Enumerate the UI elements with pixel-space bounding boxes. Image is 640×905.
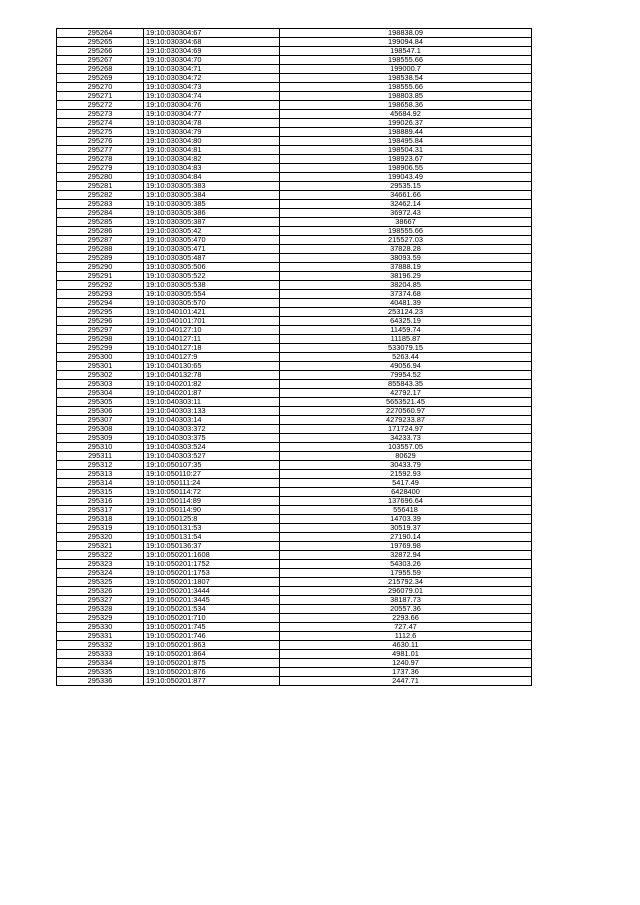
row-number-cell: 295299 [57, 344, 144, 353]
table-row [57, 110, 532, 119]
table-row [57, 551, 532, 560]
value-cell: 4279233.87 [280, 416, 532, 425]
table-row [57, 533, 532, 542]
row-number-cell: 295327 [57, 596, 144, 605]
table-row [57, 470, 532, 479]
table-row [57, 92, 532, 101]
table-row [57, 407, 532, 416]
value-cell: 30433.79 [280, 461, 532, 470]
table-row [57, 29, 532, 38]
value-cell: 5653521.45 [280, 398, 532, 407]
document-sheet [56, 28, 532, 686]
row-number-cell: 295277 [57, 146, 144, 155]
value-cell: 103557.05 [280, 443, 532, 452]
value-cell: 49056.94 [280, 362, 532, 371]
cadastral-number-cell: 19:10:030305:387 [144, 218, 280, 227]
value-cell: 198547.1 [280, 47, 532, 56]
cadastral-number-cell: 19:10:030304:74 [144, 92, 280, 101]
row-number-cell: 295311 [57, 452, 144, 461]
row-number-cell: 295297 [57, 326, 144, 335]
cadastral-number-cell: 19:10:040303:375 [144, 434, 280, 443]
table-row [57, 227, 532, 236]
table-row [57, 389, 532, 398]
table-row [57, 641, 532, 650]
cadastral-number-cell: 19:10:040303:524 [144, 443, 280, 452]
value-cell: 54303.26 [280, 560, 532, 569]
cadastral-number-cell: 19:10:030305:383 [144, 182, 280, 191]
table-row [57, 317, 532, 326]
table-row [57, 119, 532, 128]
row-number-cell: 295288 [57, 245, 144, 254]
row-number-cell: 295278 [57, 155, 144, 164]
cadastral-number-cell: 19:10:040303:11 [144, 398, 280, 407]
table-row [57, 443, 532, 452]
row-number-cell: 295335 [57, 668, 144, 677]
cadastral-number-cell: 19:10:050110:27 [144, 470, 280, 479]
table-row [57, 353, 532, 362]
value-cell: 17955.59 [280, 569, 532, 578]
table-row [57, 101, 532, 110]
row-number-cell: 295329 [57, 614, 144, 623]
table-row [57, 542, 532, 551]
cadastral-number-cell: 19:10:030305:554 [144, 290, 280, 299]
cadastral-number-cell: 19:10:030305:384 [144, 191, 280, 200]
table-row [57, 200, 532, 209]
value-cell: 727.47 [280, 623, 532, 632]
table-row [57, 146, 532, 155]
cadastral-number-cell: 19:10:040132:78 [144, 371, 280, 380]
row-number-cell: 295319 [57, 524, 144, 533]
value-cell: 11185.87 [280, 335, 532, 344]
row-number-cell: 295336 [57, 677, 144, 686]
row-number-cell: 295286 [57, 227, 144, 236]
cadastral-number-cell: 19:10:040127:10 [144, 326, 280, 335]
value-cell: 5263.44 [280, 353, 532, 362]
cadastral-number-cell: 19:10:050131:53 [144, 524, 280, 533]
value-cell: 199000.7 [280, 65, 532, 74]
row-number-cell: 295282 [57, 191, 144, 200]
value-cell: 29535.15 [280, 182, 532, 191]
row-number-cell: 295266 [57, 47, 144, 56]
value-cell: 14703.39 [280, 515, 532, 524]
row-number-cell: 295332 [57, 641, 144, 650]
value-cell: 1737.36 [280, 668, 532, 677]
cadastral-number-cell: 19:10:050201:534 [144, 605, 280, 614]
cadastral-number-cell: 19:10:050201:710 [144, 614, 280, 623]
table-row [57, 569, 532, 578]
row-number-cell: 295289 [57, 254, 144, 263]
table-row [57, 587, 532, 596]
cadastral-number-cell: 19:10:050201:745 [144, 623, 280, 632]
cadastral-number-cell: 19:10:030304:84 [144, 173, 280, 182]
table-row [57, 434, 532, 443]
value-cell: 215527.03 [280, 236, 532, 245]
value-cell: 38187.73 [280, 596, 532, 605]
table-row [57, 245, 532, 254]
row-number-cell: 295315 [57, 488, 144, 497]
value-cell: 38196.29 [280, 272, 532, 281]
row-number-cell: 295328 [57, 605, 144, 614]
table-row [57, 605, 532, 614]
table-row [57, 209, 532, 218]
table-row [57, 218, 532, 227]
cadastral-number-cell: 19:10:040101:701 [144, 317, 280, 326]
cadastral-number-cell: 19:10:050201:1752 [144, 560, 280, 569]
cadastral-number-cell: 19:10:050125:8 [144, 515, 280, 524]
cadastral-number-cell: 19:10:050136:37 [144, 542, 280, 551]
row-number-cell: 295317 [57, 506, 144, 515]
cadastral-number-cell: 19:10:030305:42 [144, 227, 280, 236]
row-number-cell: 295305 [57, 398, 144, 407]
value-cell: 198555.66 [280, 83, 532, 92]
row-number-cell: 295270 [57, 83, 144, 92]
value-cell: 137696.64 [280, 497, 532, 506]
value-cell: 198803.85 [280, 92, 532, 101]
table-row [57, 515, 532, 524]
row-number-cell: 295314 [57, 479, 144, 488]
value-cell: 2293.66 [280, 614, 532, 623]
value-cell: 37888.19 [280, 263, 532, 272]
row-number-cell: 295333 [57, 650, 144, 659]
value-cell: 21592.93 [280, 470, 532, 479]
value-cell: 64325.19 [280, 317, 532, 326]
table-row [57, 425, 532, 434]
value-cell: 215792.34 [280, 578, 532, 587]
table-row [57, 38, 532, 47]
table-row [57, 506, 532, 515]
table-row [57, 254, 532, 263]
cadastral-number-cell: 19:10:040303:14 [144, 416, 280, 425]
table-row [57, 416, 532, 425]
row-number-cell: 295276 [57, 137, 144, 146]
value-cell: 198495.84 [280, 137, 532, 146]
cadastral-number-cell: 19:10:050201:1608 [144, 551, 280, 560]
cadastral-number-cell: 19:10:050114:89 [144, 497, 280, 506]
cadastral-number-cell: 19:10:050131:54 [144, 533, 280, 542]
table-row [57, 560, 532, 569]
value-cell: 855843.35 [280, 380, 532, 389]
table-body [57, 29, 532, 686]
row-number-cell: 295281 [57, 182, 144, 191]
table-row [57, 461, 532, 470]
cadastral-number-cell: 19:10:030305:522 [144, 272, 280, 281]
value-cell: 34661.66 [280, 191, 532, 200]
row-number-cell: 295310 [57, 443, 144, 452]
value-cell: 1112.6 [280, 632, 532, 641]
value-cell: 198889.44 [280, 128, 532, 137]
table-row [57, 677, 532, 686]
cadastral-number-cell: 19:10:050111:24 [144, 479, 280, 488]
row-number-cell: 295285 [57, 218, 144, 227]
value-cell: 32462.14 [280, 200, 532, 209]
value-cell: 198555.66 [280, 56, 532, 65]
table-row [57, 281, 532, 290]
cadastral-number-cell: 19:10:050201:877 [144, 677, 280, 686]
value-cell: 11459.74 [280, 326, 532, 335]
row-number-cell: 295313 [57, 470, 144, 479]
row-number-cell: 295325 [57, 578, 144, 587]
cadastral-number-cell: 19:10:030304:83 [144, 164, 280, 173]
cadastral-number-cell: 19:10:030305:570 [144, 299, 280, 308]
cadastral-number-cell: 19:10:050201:1753 [144, 569, 280, 578]
value-cell: 198906.55 [280, 164, 532, 173]
cadastral-number-cell: 19:10:030304:73 [144, 83, 280, 92]
value-cell: 34233.73 [280, 434, 532, 443]
row-number-cell: 295294 [57, 299, 144, 308]
cadastral-number-cell: 19:10:030304:79 [144, 128, 280, 137]
table-row [57, 578, 532, 587]
row-number-cell: 295322 [57, 551, 144, 560]
value-cell: 533079.15 [280, 344, 532, 353]
row-number-cell: 295293 [57, 290, 144, 299]
row-number-cell: 295271 [57, 92, 144, 101]
value-cell: 27190.14 [280, 533, 532, 542]
value-cell: 198923.67 [280, 155, 532, 164]
table-row [57, 65, 532, 74]
cadastral-number-cell: 19:10:040303:372 [144, 425, 280, 434]
row-number-cell: 295295 [57, 308, 144, 317]
row-number-cell: 295264 [57, 29, 144, 38]
row-number-cell: 295298 [57, 335, 144, 344]
cadastral-number-cell: 19:10:030305:386 [144, 209, 280, 218]
table-row [57, 452, 532, 461]
row-number-cell: 295303 [57, 380, 144, 389]
value-cell: 40481.39 [280, 299, 532, 308]
cadastral-number-cell: 19:10:050201:1807 [144, 578, 280, 587]
row-number-cell: 295291 [57, 272, 144, 281]
table-row [57, 47, 532, 56]
cadastral-number-cell: 19:10:030304:68 [144, 38, 280, 47]
table-row [57, 326, 532, 335]
value-cell: 1240.97 [280, 659, 532, 668]
table-row [57, 173, 532, 182]
cadastral-number-cell: 19:10:050201:3445 [144, 596, 280, 605]
cadastral-number-cell: 19:10:030305:470 [144, 236, 280, 245]
row-number-cell: 295309 [57, 434, 144, 443]
value-cell: 198658.36 [280, 101, 532, 110]
cadastral-number-cell: 19:10:050114:90 [144, 506, 280, 515]
row-number-cell: 295287 [57, 236, 144, 245]
table-row [57, 344, 532, 353]
value-cell: 36972.43 [280, 209, 532, 218]
row-number-cell: 295301 [57, 362, 144, 371]
cadastral-number-cell: 19:10:030304:76 [144, 101, 280, 110]
table-row [57, 380, 532, 389]
value-cell: 199026.37 [280, 119, 532, 128]
table-row [57, 128, 532, 137]
cadastral-number-cell: 19:10:030304:80 [144, 137, 280, 146]
value-cell: 2447.71 [280, 677, 532, 686]
value-cell: 198504.31 [280, 146, 532, 155]
row-number-cell: 295302 [57, 371, 144, 380]
cadastral-number-cell: 19:10:030304:78 [144, 119, 280, 128]
value-cell: 171724.97 [280, 425, 532, 434]
table-row [57, 263, 532, 272]
value-cell: 556418 [280, 506, 532, 515]
row-number-cell: 295280 [57, 173, 144, 182]
row-number-cell: 295334 [57, 659, 144, 668]
cadastral-number-cell: 19:10:030304:67 [144, 29, 280, 38]
row-number-cell: 295268 [57, 65, 144, 74]
value-cell: 296079.01 [280, 587, 532, 596]
row-number-cell: 295284 [57, 209, 144, 218]
value-cell: 42792.17 [280, 389, 532, 398]
table-row [57, 479, 532, 488]
value-cell: 19769.98 [280, 542, 532, 551]
row-number-cell: 295300 [57, 353, 144, 362]
row-number-cell: 295324 [57, 569, 144, 578]
data-table [56, 28, 532, 686]
cadastral-number-cell: 19:10:050201:876 [144, 668, 280, 677]
table-row [57, 155, 532, 164]
table-row [57, 659, 532, 668]
row-number-cell: 295306 [57, 407, 144, 416]
table-row [57, 137, 532, 146]
value-cell: 4981.01 [280, 650, 532, 659]
value-cell: 4630.11 [280, 641, 532, 650]
cadastral-number-cell: 19:10:040127:9 [144, 353, 280, 362]
table-row [57, 290, 532, 299]
table-row [57, 164, 532, 173]
cadastral-number-cell: 19:10:040130:65 [144, 362, 280, 371]
value-cell: 38093.59 [280, 254, 532, 263]
cadastral-number-cell: 19:10:030305:538 [144, 281, 280, 290]
row-number-cell: 295296 [57, 317, 144, 326]
row-number-cell: 295316 [57, 497, 144, 506]
table-row [57, 236, 532, 245]
cadastral-number-cell: 19:10:040201:82 [144, 380, 280, 389]
value-cell: 253124.23 [280, 308, 532, 317]
row-number-cell: 295307 [57, 416, 144, 425]
value-cell: 198838.09 [280, 29, 532, 38]
table-row [57, 74, 532, 83]
row-number-cell: 295323 [57, 560, 144, 569]
cadastral-number-cell: 19:10:040303:527 [144, 452, 280, 461]
value-cell: 38204.85 [280, 281, 532, 290]
row-number-cell: 295308 [57, 425, 144, 434]
cadastral-number-cell: 19:10:040101:421 [144, 308, 280, 317]
value-cell: 32872.94 [280, 551, 532, 560]
value-cell: 45684.92 [280, 110, 532, 119]
row-number-cell: 295269 [57, 74, 144, 83]
row-number-cell: 295312 [57, 461, 144, 470]
row-number-cell: 295330 [57, 623, 144, 632]
value-cell: 198555.66 [280, 227, 532, 236]
cadastral-number-cell: 19:10:050114:72 [144, 488, 280, 497]
value-cell: 199043.49 [280, 173, 532, 182]
table-row [57, 497, 532, 506]
value-cell: 37828.28 [280, 245, 532, 254]
cadastral-number-cell: 19:10:050201:3444 [144, 587, 280, 596]
value-cell: 198538.54 [280, 74, 532, 83]
row-number-cell: 295273 [57, 110, 144, 119]
cadastral-number-cell: 19:10:040303:133 [144, 407, 280, 416]
cadastral-number-cell: 19:10:050201:863 [144, 641, 280, 650]
value-cell: 2270560.97 [280, 407, 532, 416]
cadastral-number-cell: 19:10:030304:72 [144, 74, 280, 83]
value-cell: 199094.84 [280, 38, 532, 47]
table-row [57, 371, 532, 380]
cadastral-number-cell: 19:10:030305:487 [144, 254, 280, 263]
cadastral-number-cell: 19:10:030305:471 [144, 245, 280, 254]
cadastral-number-cell: 19:10:050201:875 [144, 659, 280, 668]
cadastral-number-cell: 19:10:030305:385 [144, 200, 280, 209]
cadastral-number-cell: 19:10:030304:82 [144, 155, 280, 164]
row-number-cell: 295279 [57, 164, 144, 173]
value-cell: 37374.68 [280, 290, 532, 299]
value-cell: 30519.37 [280, 524, 532, 533]
table-row [57, 524, 532, 533]
table-row [57, 614, 532, 623]
row-number-cell: 295290 [57, 263, 144, 272]
row-number-cell: 295265 [57, 38, 144, 47]
row-number-cell: 295272 [57, 101, 144, 110]
cadastral-number-cell: 19:10:040127:11 [144, 335, 280, 344]
table-row [57, 56, 532, 65]
table-row [57, 272, 532, 281]
row-number-cell: 295304 [57, 389, 144, 398]
table-row [57, 308, 532, 317]
table-row [57, 398, 532, 407]
value-cell: 38667 [280, 218, 532, 227]
table-row [57, 650, 532, 659]
row-number-cell: 295283 [57, 200, 144, 209]
table-row [57, 596, 532, 605]
cadastral-number-cell: 19:10:030305:506 [144, 263, 280, 272]
table-row [57, 191, 532, 200]
row-number-cell: 295275 [57, 128, 144, 137]
table-row [57, 488, 532, 497]
table-row [57, 668, 532, 677]
value-cell: 80629 [280, 452, 532, 461]
cadastral-number-cell: 19:10:030304:70 [144, 56, 280, 65]
cadastral-number-cell: 19:10:050201:746 [144, 632, 280, 641]
row-number-cell: 295331 [57, 632, 144, 641]
cadastral-number-cell: 19:10:050201:864 [144, 650, 280, 659]
cadastral-number-cell: 19:10:050107:35 [144, 461, 280, 470]
value-cell: 20557.36 [280, 605, 532, 614]
row-number-cell: 295292 [57, 281, 144, 290]
row-number-cell: 295326 [57, 587, 144, 596]
table-row [57, 299, 532, 308]
table-row [57, 83, 532, 92]
row-number-cell: 295274 [57, 119, 144, 128]
value-cell: 5417.49 [280, 479, 532, 488]
table-row [57, 362, 532, 371]
row-number-cell: 295267 [57, 56, 144, 65]
row-number-cell: 295320 [57, 533, 144, 542]
cadastral-number-cell: 19:10:030304:81 [144, 146, 280, 155]
row-number-cell: 295321 [57, 542, 144, 551]
table-row [57, 623, 532, 632]
cadastral-number-cell: 19:10:040201:87 [144, 389, 280, 398]
table-row [57, 632, 532, 641]
value-cell: 79954.52 [280, 371, 532, 380]
row-number-cell: 295318 [57, 515, 144, 524]
cadastral-number-cell: 19:10:030304:71 [144, 65, 280, 74]
value-cell: 6428400 [280, 488, 532, 497]
table-row [57, 182, 532, 191]
table-row [57, 335, 532, 344]
cadastral-number-cell: 19:10:030304:69 [144, 47, 280, 56]
cadastral-number-cell: 19:10:030304:77 [144, 110, 280, 119]
cadastral-number-cell: 19:10:040127:18 [144, 344, 280, 353]
